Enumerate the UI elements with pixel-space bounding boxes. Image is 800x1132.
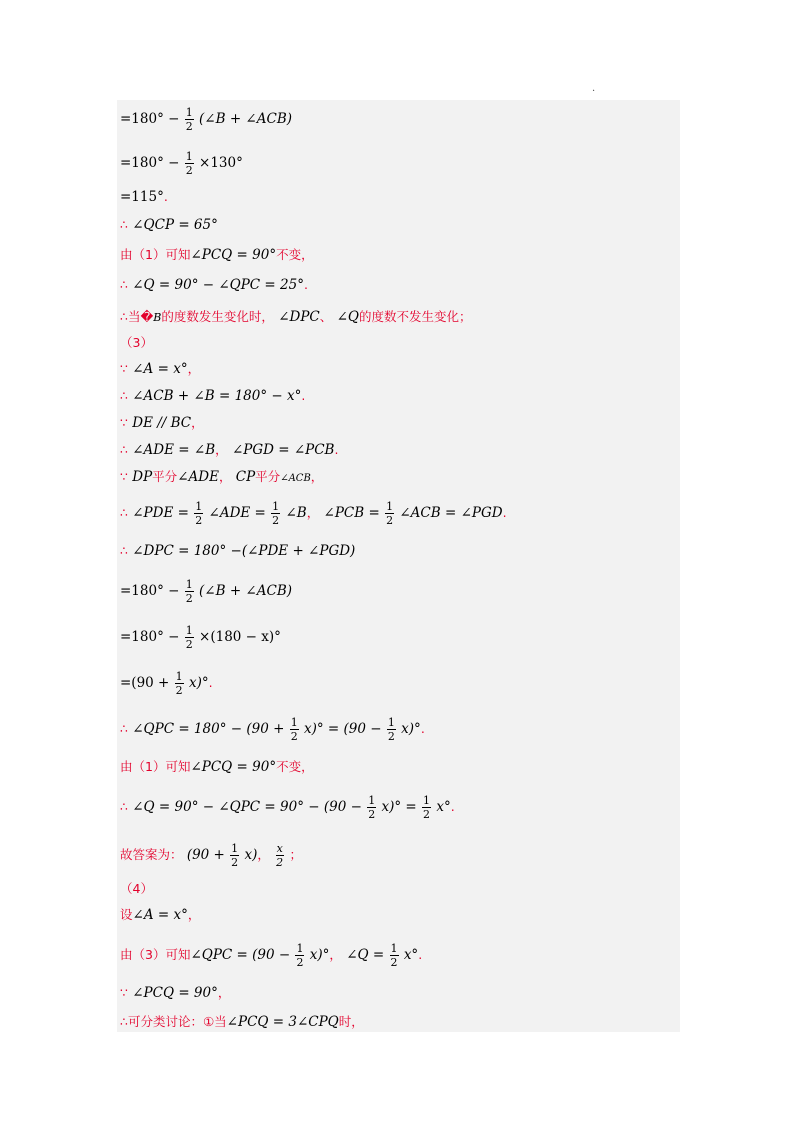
math-text: ∠DPC bbox=[278, 309, 320, 325]
fraction bbox=[367, 794, 376, 821]
therefore-symbol: ∴ bbox=[120, 217, 128, 232]
numerator: 1 bbox=[290, 716, 298, 729]
part-label: （4） bbox=[120, 881, 153, 896]
eq-line-7 bbox=[120, 308, 471, 327]
numerator: 1 bbox=[423, 794, 431, 807]
period: . bbox=[163, 189, 168, 204]
therefore-symbol: ∴ bbox=[120, 543, 128, 558]
period: . bbox=[418, 947, 423, 962]
period: . bbox=[450, 799, 455, 814]
math-text: ∠QPC = 180° − (90 + bbox=[132, 721, 285, 737]
math-text: x)° bbox=[401, 721, 421, 737]
fraction bbox=[175, 670, 184, 697]
text: 由（1）可知 bbox=[120, 247, 191, 262]
text: ， bbox=[306, 505, 320, 520]
eq-line-2 bbox=[120, 150, 243, 177]
math-text: ∠DPC = 180° − bbox=[132, 543, 242, 559]
fraction bbox=[230, 842, 239, 869]
text: ∴可分类讨论：①当 bbox=[120, 1014, 227, 1029]
text: 、 bbox=[319, 309, 333, 324]
fraction bbox=[271, 500, 280, 527]
because-symbol: ∵ bbox=[120, 415, 128, 430]
text: ×(180 − x)° bbox=[199, 629, 281, 645]
eq-line-14 bbox=[120, 500, 507, 527]
numerator: 1 bbox=[368, 794, 376, 807]
fraction bbox=[390, 942, 399, 969]
denominator: 2 bbox=[195, 514, 203, 527]
fraction bbox=[185, 150, 194, 177]
text: 的度数不发生变化； bbox=[358, 309, 472, 324]
eq-line-13 bbox=[120, 468, 323, 488]
eq-line-17 bbox=[120, 624, 281, 651]
therefore-symbol: ∴ bbox=[120, 388, 128, 403]
math-text: ∠Q = bbox=[346, 947, 385, 963]
numerator: 1 bbox=[390, 942, 398, 955]
numerator: 1 bbox=[185, 150, 193, 163]
denominator: 2 bbox=[185, 638, 193, 651]
eq-line-18 bbox=[120, 670, 213, 697]
math-text: (∠B + ∠ACB) bbox=[199, 111, 293, 127]
eq-line-8 bbox=[120, 334, 153, 352]
math-text: x) bbox=[244, 847, 258, 863]
because-symbol: ∵ bbox=[120, 985, 128, 1000]
eq-line-16 bbox=[120, 578, 292, 605]
period: . bbox=[303, 277, 308, 292]
fraction bbox=[290, 716, 299, 743]
math-text: DP bbox=[132, 469, 153, 485]
math-text: ∠PGD = ∠PCB bbox=[231, 442, 335, 458]
numerator: 1 bbox=[185, 106, 193, 119]
because-symbol: ∵ bbox=[120, 469, 128, 484]
eq-line-1 bbox=[120, 106, 292, 133]
therefore-symbol: ∴ bbox=[120, 277, 128, 292]
fraction bbox=[385, 500, 394, 527]
text: =180° − bbox=[120, 629, 180, 645]
math-text: DE // BC bbox=[132, 415, 192, 431]
denominator: 2 bbox=[387, 730, 395, 743]
denominator: 2 bbox=[368, 808, 376, 821]
math-text: ∠Q bbox=[336, 309, 359, 325]
fraction bbox=[387, 716, 396, 743]
therefore-symbol: ∴ bbox=[120, 442, 128, 457]
text: 时， bbox=[338, 1014, 364, 1029]
text: 由（1）可知 bbox=[120, 759, 191, 774]
period: . bbox=[301, 388, 306, 403]
eq-line-24 bbox=[120, 906, 200, 924]
math-text: x)° = (90 − bbox=[304, 721, 382, 737]
numerator: 1 bbox=[272, 500, 280, 513]
text: ， bbox=[191, 415, 204, 430]
text: ， bbox=[257, 847, 270, 862]
text: 故答案为： bbox=[120, 847, 183, 862]
eq-line-22 bbox=[120, 842, 302, 869]
math-text: x° bbox=[403, 947, 419, 963]
period: . bbox=[208, 675, 213, 690]
math-text: ∠ACB + ∠B = 180° − x° bbox=[132, 388, 302, 404]
denominator: 2 bbox=[175, 684, 183, 697]
math-text: ∠ADE = ∠B bbox=[132, 442, 216, 458]
math-text: (∠B + ∠ACB) bbox=[199, 583, 293, 599]
text: ， bbox=[187, 907, 201, 922]
period: . bbox=[334, 442, 339, 457]
math-text: CP bbox=[235, 469, 256, 485]
numerator: 1 bbox=[231, 842, 239, 855]
eq-line-3 bbox=[120, 188, 168, 206]
text: ∴当� bbox=[120, 309, 154, 324]
math-text: (90 + bbox=[186, 847, 225, 863]
text: ， bbox=[215, 442, 228, 457]
part-label: （3） bbox=[120, 335, 153, 350]
numerator: 1 bbox=[175, 670, 183, 683]
denominator: 2 bbox=[423, 808, 431, 821]
math-text: ∠ADE bbox=[177, 469, 219, 485]
eq-line-15 bbox=[120, 542, 355, 560]
math-text: ∠QPC = (90 − bbox=[190, 947, 291, 963]
denominator: 2 bbox=[272, 514, 280, 527]
because-symbol: ∵ bbox=[120, 361, 128, 376]
math-text: ∠A = x° bbox=[132, 907, 188, 923]
text: 不变， bbox=[276, 247, 314, 262]
math-text: ∠ADE = bbox=[208, 505, 266, 521]
numerator: 1 bbox=[386, 500, 394, 513]
text: 设 bbox=[120, 907, 133, 922]
math-text: ∠PCQ = 90° bbox=[132, 985, 218, 1001]
text: ×130° bbox=[199, 155, 243, 171]
fraction bbox=[194, 500, 203, 527]
text: 平分 bbox=[152, 469, 178, 484]
numerator: 1 bbox=[185, 578, 193, 591]
eq-line-6 bbox=[120, 276, 308, 294]
denominator: 2 bbox=[290, 730, 298, 743]
denominator: 2 bbox=[185, 164, 193, 177]
text: ， bbox=[329, 947, 342, 962]
math-text: ∠Q = 90° − ∠QPC = 25° bbox=[132, 277, 304, 293]
math-text: ∠Q = 90° − ∠QPC = 90° − (90 − bbox=[132, 799, 362, 815]
text: 由（3）可知 bbox=[120, 947, 191, 962]
denominator: 2 bbox=[276, 856, 284, 869]
page-dot: · bbox=[592, 86, 596, 97]
eq-line-25 bbox=[120, 942, 422, 969]
fraction bbox=[422, 794, 431, 821]
math-text: (∠PDE + ∠PGD) bbox=[241, 543, 356, 559]
denominator: 2 bbox=[185, 592, 193, 605]
therefore-symbol: ∴ bbox=[120, 721, 128, 736]
eq-line-9 bbox=[120, 360, 200, 378]
eq-line-5 bbox=[120, 246, 314, 264]
denominator: 2 bbox=[390, 956, 398, 969]
eq-line-27 bbox=[120, 1013, 364, 1031]
therefore-symbol: ∴ bbox=[120, 799, 128, 814]
math-text: B bbox=[153, 311, 162, 324]
text: =180° − bbox=[120, 583, 180, 599]
denominator: 2 bbox=[296, 956, 304, 969]
math-text: ∠PCB = bbox=[323, 505, 380, 521]
eq-line-10 bbox=[120, 387, 305, 405]
math-text: ∠B bbox=[285, 505, 307, 521]
period: . bbox=[502, 505, 507, 520]
text: ， bbox=[218, 469, 232, 484]
numerator: 1 bbox=[387, 716, 395, 729]
numerator: 1 bbox=[296, 942, 304, 955]
math-text: ∠PCQ = 90° bbox=[190, 247, 277, 263]
fraction bbox=[185, 624, 194, 651]
period: . bbox=[420, 721, 425, 736]
text: =115° bbox=[120, 189, 164, 205]
math-text: x)° bbox=[188, 675, 209, 691]
eq-line-21 bbox=[120, 794, 455, 821]
text: ； bbox=[289, 847, 302, 862]
math-text: x° bbox=[436, 799, 451, 815]
math-text: ∠PDE = bbox=[132, 505, 189, 521]
therefore-symbol: ∴ bbox=[120, 505, 128, 520]
text: ， bbox=[187, 361, 201, 376]
numerator: 1 bbox=[195, 500, 203, 513]
eq-line-26 bbox=[120, 984, 230, 1002]
eq-line-12 bbox=[120, 441, 338, 459]
denominator: 2 bbox=[231, 856, 239, 869]
math-text: ∠PCQ = 3∠CPQ bbox=[226, 1014, 339, 1030]
solution-panel bbox=[117, 100, 680, 1032]
eq-line-19 bbox=[120, 716, 425, 743]
math-text: ∠PCQ = 90° bbox=[190, 759, 277, 775]
text: 的度数发生变化时， bbox=[161, 309, 274, 324]
numerator: 1 bbox=[185, 624, 193, 637]
eq-line-11 bbox=[120, 414, 204, 432]
fraction bbox=[185, 578, 194, 605]
math-text: ∠ACB bbox=[280, 473, 311, 484]
fraction bbox=[295, 942, 304, 969]
denominator: 2 bbox=[185, 120, 193, 133]
fraction bbox=[275, 842, 284, 869]
text: 平分 bbox=[255, 469, 281, 484]
denominator: 2 bbox=[386, 514, 394, 527]
eq-line-4 bbox=[120, 216, 218, 234]
text: =180° − bbox=[120, 111, 180, 127]
text: =180° − bbox=[120, 155, 180, 171]
math-text: ∠QCP = 65° bbox=[132, 217, 218, 233]
text: ， bbox=[310, 469, 324, 484]
text: =(90 + bbox=[120, 675, 170, 691]
math-text: x)° bbox=[309, 947, 330, 963]
eq-line-23 bbox=[120, 880, 153, 898]
fraction bbox=[185, 106, 194, 133]
eq-line-20 bbox=[120, 758, 314, 776]
text: 不变， bbox=[276, 759, 314, 774]
text: ， bbox=[217, 985, 231, 1000]
math-text: ∠A = x° bbox=[132, 361, 188, 377]
math-text: ∠ACB = ∠PGD bbox=[399, 505, 503, 521]
numerator: x bbox=[276, 842, 283, 855]
math-text: x)° = bbox=[381, 799, 417, 815]
